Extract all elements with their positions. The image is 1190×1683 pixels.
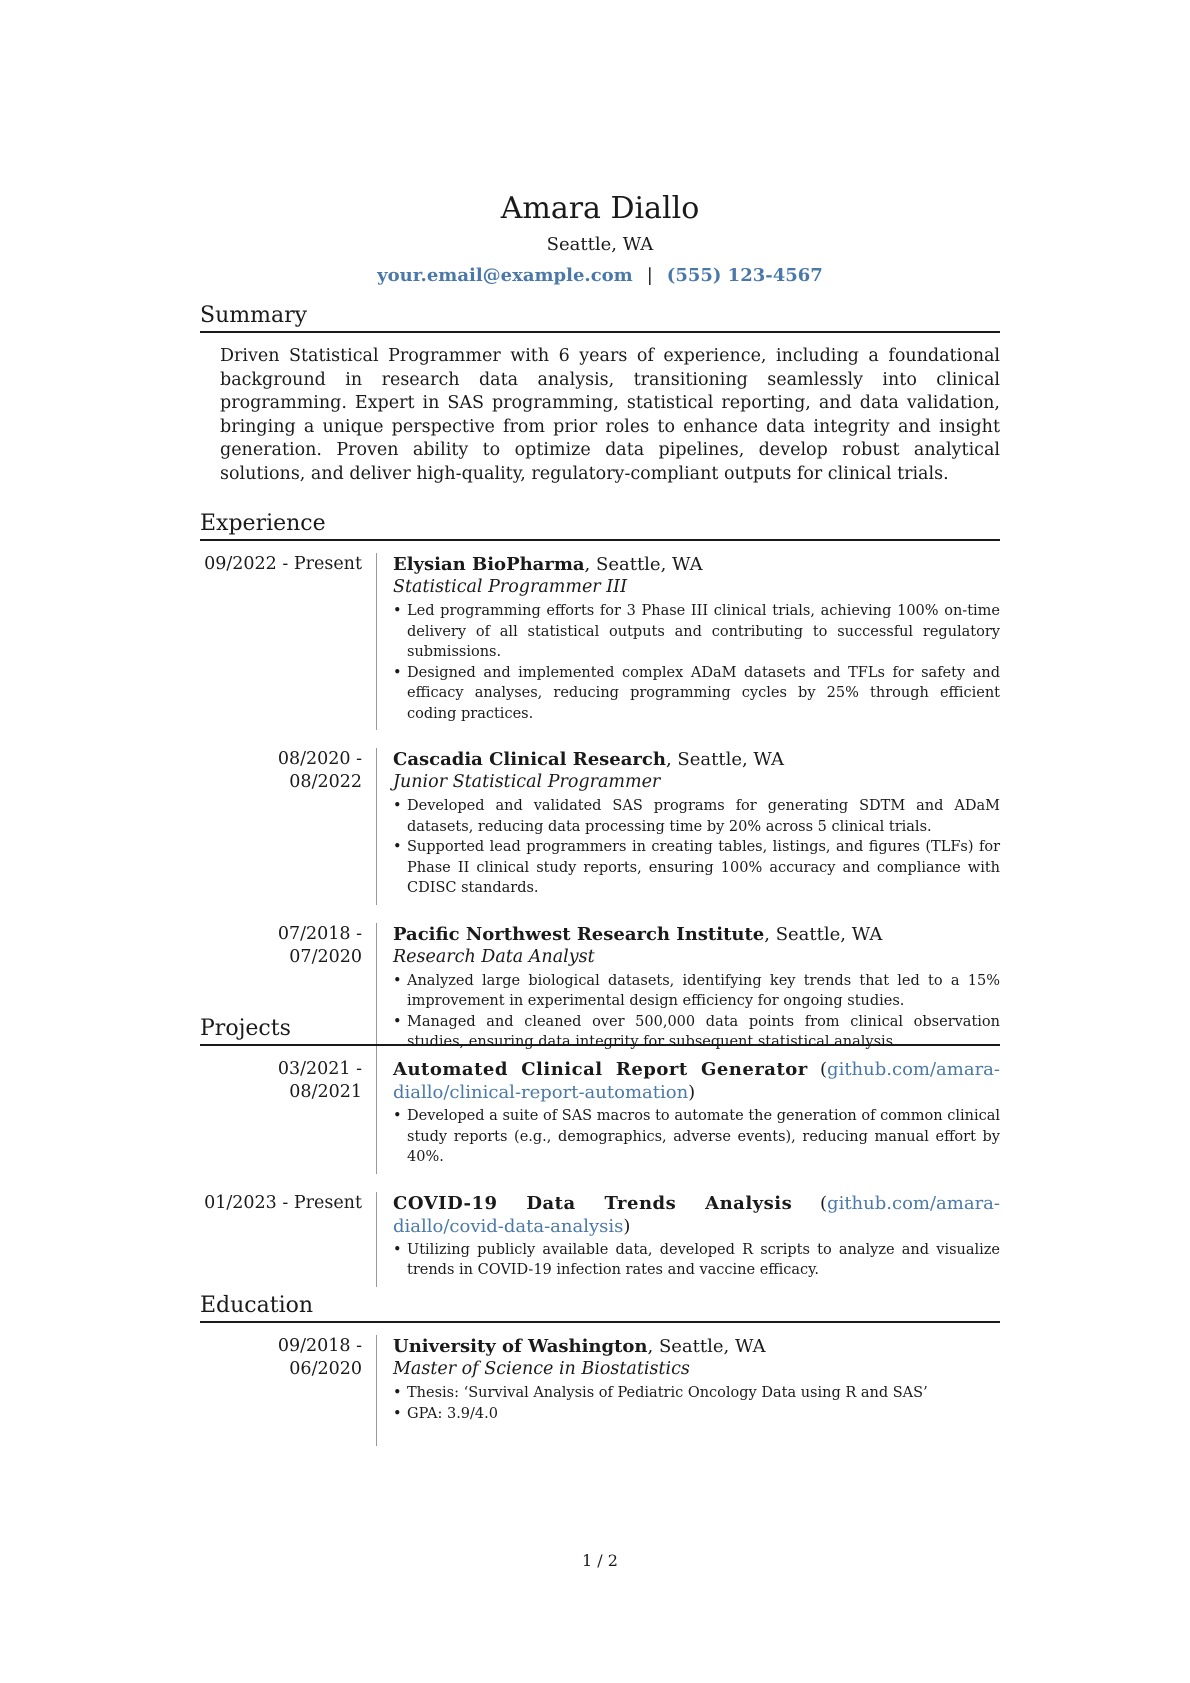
bullet-item: • Analyzed large biological datasets, identifying key trends that led to a 15% improvement in experimental design efficiency for ongoing studies.	[393, 971, 1000, 1012]
entry-date: 09/2022 - Present	[204, 554, 362, 574]
project-title: Automated Clinical Report Generator (github.com/amara-diallo/clinical-report-automation)	[393, 1059, 1000, 1103]
entry-organization	[393, 553, 1000, 576]
experience-entry	[200, 748, 1000, 905]
entry-organization	[393, 748, 1000, 771]
entry-body	[376, 1192, 1000, 1287]
email-link[interactable]: your.email@example.com	[377, 265, 633, 286]
org-name: Pacific Northwest Research Institute	[393, 923, 765, 945]
entry-date: 07/2018 - 07/2020	[277, 923, 362, 967]
projects-section	[200, 1015, 1000, 1287]
project-entry	[200, 1058, 1000, 1174]
bullet-item: • Led programming efforts for 3 Phase III clinical trials, achieving 100% on-time delivery of all statistical outputs and contributing to successful regulatory submissions.	[393, 601, 1000, 663]
bullet-item: • Utilizing publicly available data, developed R scripts to analyze and visualize trends in COVID-19 infection rates and vaccine efficacy.	[393, 1240, 1000, 1281]
org-name: Elysian BioPharma	[393, 554, 585, 575]
resume-header	[200, 189, 1000, 289]
education-section	[200, 1292, 1000, 1446]
education-entry	[200, 1335, 1000, 1446]
project-name: Automated Clinical Report Generator	[393, 1059, 808, 1080]
contact-separator: |	[646, 265, 653, 286]
resume-page	[200, 0, 1000, 1683]
entry-date: 03/2021 - 08/2021	[277, 1059, 362, 1102]
entry-bullets	[393, 601, 1000, 724]
entry-date: 08/2020 - 08/2022	[277, 749, 362, 792]
entry-organization	[393, 1335, 1000, 1358]
section-title-education: Education	[200, 1292, 1000, 1323]
entry-bullets	[393, 1383, 1000, 1424]
entry-bullets	[393, 1240, 1000, 1281]
bullet-item: • Thesis: ‘Survival Analysis of Pediatric Oncology Data using R and SAS’	[393, 1383, 1000, 1404]
entry-date: 09/2018 - 06/2020	[277, 1336, 362, 1379]
project-entry	[200, 1192, 1000, 1287]
entry-role: Research Data Analyst	[393, 946, 595, 967]
section-title-summary: Summary	[200, 302, 1000, 333]
candidate-location: Seattle, WA	[546, 234, 654, 255]
project-name: COVID-19 Data Trends Analysis	[393, 1192, 793, 1214]
org-location: , Seattle, WA	[584, 554, 703, 575]
bullet-item: • Managed and cleaned over 500,000 data points from clinical observation studies, ensuring data integrity for subsequent statistical analysis.	[393, 1012, 1000, 1053]
project-link[interactable]: github.com/amara-diallo/clinical-report-automation	[393, 1059, 1000, 1103]
bullet-item: • Developed and validated SAS programs for generating SDTM and ADaM datasets, reducing data processing time by 20% across 5 clinical trials.	[393, 796, 1000, 837]
bullet-item: • Supported lead programmers in creating tables, listings, and figures (TLFs) for Phase II clinical study reports, ensuring 100% accuracy and compliance with CDISC standards.	[393, 837, 1000, 899]
org-location: , Seattle, WA	[665, 749, 785, 770]
candidate-name: Amara Diallo	[500, 191, 700, 226]
summary-text: Driven Statistical Programmer with 6 years of experience, including a foundational background in research data analysis, transitioning seamlessly into clinical programming. Expert in SAS programming, statistical reporting, and data validation, bringing a unique perspective from prior roles to enhance data integrity and insight generation. Proven ability to optimize data pipelines, develop robust analytical solutions, and deliver high-quality, regulatory-compliant outputs for clinical trials.	[220, 346, 1000, 484]
bullet-item: • GPA: 3.9/4.0	[393, 1404, 1000, 1425]
org-location: , Seattle, WA	[764, 923, 883, 945]
section-title-projects: Projects	[200, 1015, 1000, 1046]
entry-bullets	[393, 1106, 1000, 1168]
entry-role: Junior Statistical Programmer	[393, 772, 661, 792]
entry-body	[376, 553, 1000, 730]
entry-date: 01/2023 - Present	[204, 1192, 362, 1213]
phone-link[interactable]: (555) 123-4567	[666, 265, 823, 286]
section-title-experience: Experience	[200, 510, 1000, 541]
org-name: University of Washington	[393, 1336, 648, 1357]
entry-bullets	[393, 796, 1000, 899]
bullet-item: • Developed a suite of SAS macros to automate the generation of common clinical study reports (e.g., demographics, adverse events), reducing manual effort by 40%.	[393, 1106, 1000, 1168]
entry-role: Statistical Programmer III	[393, 577, 627, 597]
entry-body	[376, 748, 1000, 905]
entry-body	[376, 1058, 1000, 1174]
bullet-item: • Designed and implemented complex ADaM datasets and TFLs for safety and efficacy analyses, reducing programming cycles by 25% through efficient coding practices.	[393, 663, 1000, 725]
summary-section	[200, 302, 1000, 486]
project-link[interactable]: github.com/amara-diallo/covid-data-analysis	[393, 1192, 1000, 1237]
entry-body	[376, 1335, 1000, 1446]
page-number: 1 / 2	[582, 1551, 618, 1570]
project-title: COVID-19 Data Trends Analysis (github.com/amara-diallo/covid-data-analysis)	[393, 1192, 1000, 1237]
entry-organization	[393, 923, 1000, 946]
org-location: , Seattle, WA	[647, 1336, 766, 1357]
experience-section	[200, 510, 1000, 1059]
entry-role: Master of Science in Biostatistics	[393, 1359, 690, 1379]
org-name: Cascadia Clinical Research	[393, 749, 666, 770]
contact-line	[200, 263, 1000, 289]
experience-entry	[200, 553, 1000, 730]
